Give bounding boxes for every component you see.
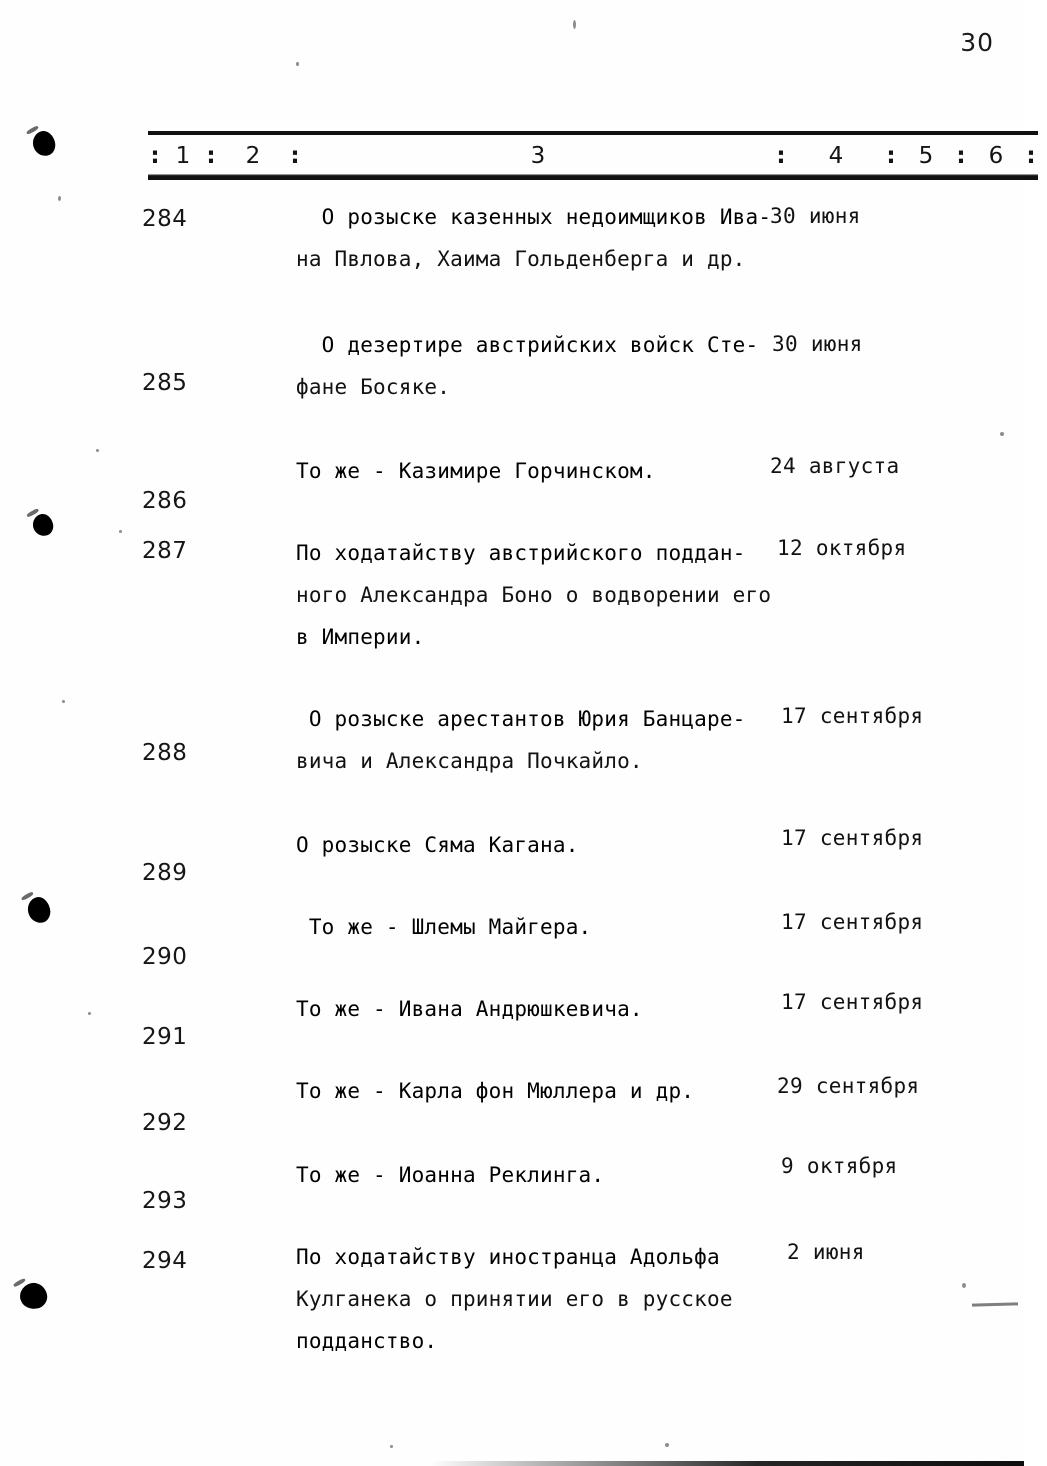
entry-number: 284 <box>142 206 188 232</box>
entry-description <box>296 1070 766 1112</box>
entry-date: 17 сентября <box>781 990 924 1014</box>
entry-description <box>296 196 772 280</box>
entry-description <box>296 1236 766 1362</box>
entry-number: 287 <box>142 538 188 564</box>
entry-date: 30 июня <box>772 332 863 356</box>
column-header-1: 1 <box>175 142 191 169</box>
entry-description <box>296 324 766 408</box>
entry-date: 17 сентября <box>781 910 924 934</box>
entry-number: 293 <box>142 1188 188 1214</box>
entry-date: 17 сентября <box>781 704 924 728</box>
entry-description-line: подданство. <box>296 1329 438 1353</box>
entry-description-line: на Пвлова, Хаима Гольденберга и др. <box>296 247 746 271</box>
entry-number: 294 <box>142 1248 188 1274</box>
entry-description-line: По ходатайству иностранца Адольфа <box>296 1245 720 1269</box>
scan-speck <box>119 530 122 533</box>
column-header-4: 4 <box>828 142 844 169</box>
entry-number: 290 <box>142 944 188 970</box>
column-header-2: 2 <box>245 142 261 169</box>
entry-description-line: О розыске казенных недоимщиков Ива- <box>296 205 772 229</box>
entry-description-line: О дезертире австрийских войск Сте- <box>296 333 759 357</box>
inventory-entry <box>0 1154 1024 1214</box>
entry-description-line: О розыске Сяма Кагана. <box>296 833 579 857</box>
entry-description-line: Кулганека о принятии его в русское <box>296 1287 733 1311</box>
entry-number: 291 <box>142 1024 188 1050</box>
entry-number: 288 <box>142 740 188 766</box>
entry-description-line: вича и Александра Почкайло. <box>296 749 643 773</box>
entry-description <box>296 532 772 658</box>
column-header-3: 3 <box>530 142 546 169</box>
inventory-entry <box>0 906 1024 970</box>
entry-number: 289 <box>142 860 188 886</box>
entry-description <box>296 824 766 866</box>
inventory-entry <box>0 988 1024 1050</box>
header-rule-bottom <box>148 175 1038 180</box>
scan-speck <box>573 20 576 29</box>
entry-description <box>296 1154 766 1196</box>
entry-number: 285 <box>142 370 188 396</box>
entry-date: 17 сентября <box>781 826 924 850</box>
entry-description-line: То же - Казимире Горчинском. <box>296 459 656 483</box>
column-separator: : <box>776 142 786 169</box>
entry-description-line: ного Александра Боно о водворении его <box>296 583 772 607</box>
inventory-entry <box>0 698 1024 782</box>
entry-date: 30 июня <box>770 204 861 228</box>
inventory-entry <box>0 450 1024 514</box>
entry-description-line: То же - Карла фон Мюллера и др. <box>296 1079 695 1103</box>
entry-description-line: То же - Шлемы Майгера. <box>296 915 592 939</box>
entry-number: 292 <box>142 1110 188 1136</box>
entry-date: 24 августа <box>770 454 900 478</box>
entry-description-line: О розыске арестантов Юрия Банцаре- <box>296 707 746 731</box>
scan-speck <box>665 1443 669 1447</box>
column-header-5: 5 <box>918 142 934 169</box>
scan-speck <box>1000 432 1004 436</box>
inventory-entry <box>0 324 1024 408</box>
inventory-entry <box>0 1236 1024 1362</box>
scan-speck <box>296 62 299 66</box>
entry-number: 286 <box>142 488 188 514</box>
scan-speck <box>88 1012 91 1015</box>
inventory-entry <box>0 196 1024 280</box>
column-separator: : <box>886 142 896 169</box>
column-separator: : <box>150 142 160 169</box>
entry-description-line: То же - Ивана Андрюшкевича. <box>296 997 643 1021</box>
margin-blotch-mark <box>31 129 58 158</box>
column-header-row <box>148 136 1038 175</box>
inventory-entry <box>0 824 1024 886</box>
column-header-6: 6 <box>988 142 1004 169</box>
scan-speck <box>58 196 61 201</box>
page-number: 30 <box>960 28 994 57</box>
entry-description <box>296 906 766 948</box>
entry-description <box>296 450 766 492</box>
column-separator: : <box>290 142 300 169</box>
column-separator: : <box>206 142 216 169</box>
entry-description-line: По ходатайству австрийского поддан- <box>296 541 746 565</box>
entry-description-line: в Империи. <box>296 625 425 649</box>
bottom-edge-smudge <box>430 1461 1024 1466</box>
entry-date: 12 октября <box>777 536 907 560</box>
entry-date: 2 июня <box>787 1240 865 1264</box>
scan-speck <box>96 449 99 452</box>
column-separator: : <box>956 142 966 169</box>
inventory-entry <box>0 1070 1024 1136</box>
column-separator: : <box>1026 142 1036 169</box>
entry-description <box>296 698 766 782</box>
scan-speck <box>962 1283 966 1288</box>
entry-description-line: То же - Иоанна Реклинга. <box>296 1163 605 1187</box>
inventory-entry <box>0 532 1024 658</box>
scan-speck <box>390 1445 393 1448</box>
column-header-band <box>148 131 1038 179</box>
entry-description-line: фане Босяке. <box>296 375 451 399</box>
entry-description <box>296 988 766 1030</box>
entry-date: 29 сентября <box>777 1074 920 1098</box>
entry-date: 9 октября <box>781 1154 898 1178</box>
header-rule-top <box>148 131 1038 135</box>
scan-speck <box>62 700 65 703</box>
